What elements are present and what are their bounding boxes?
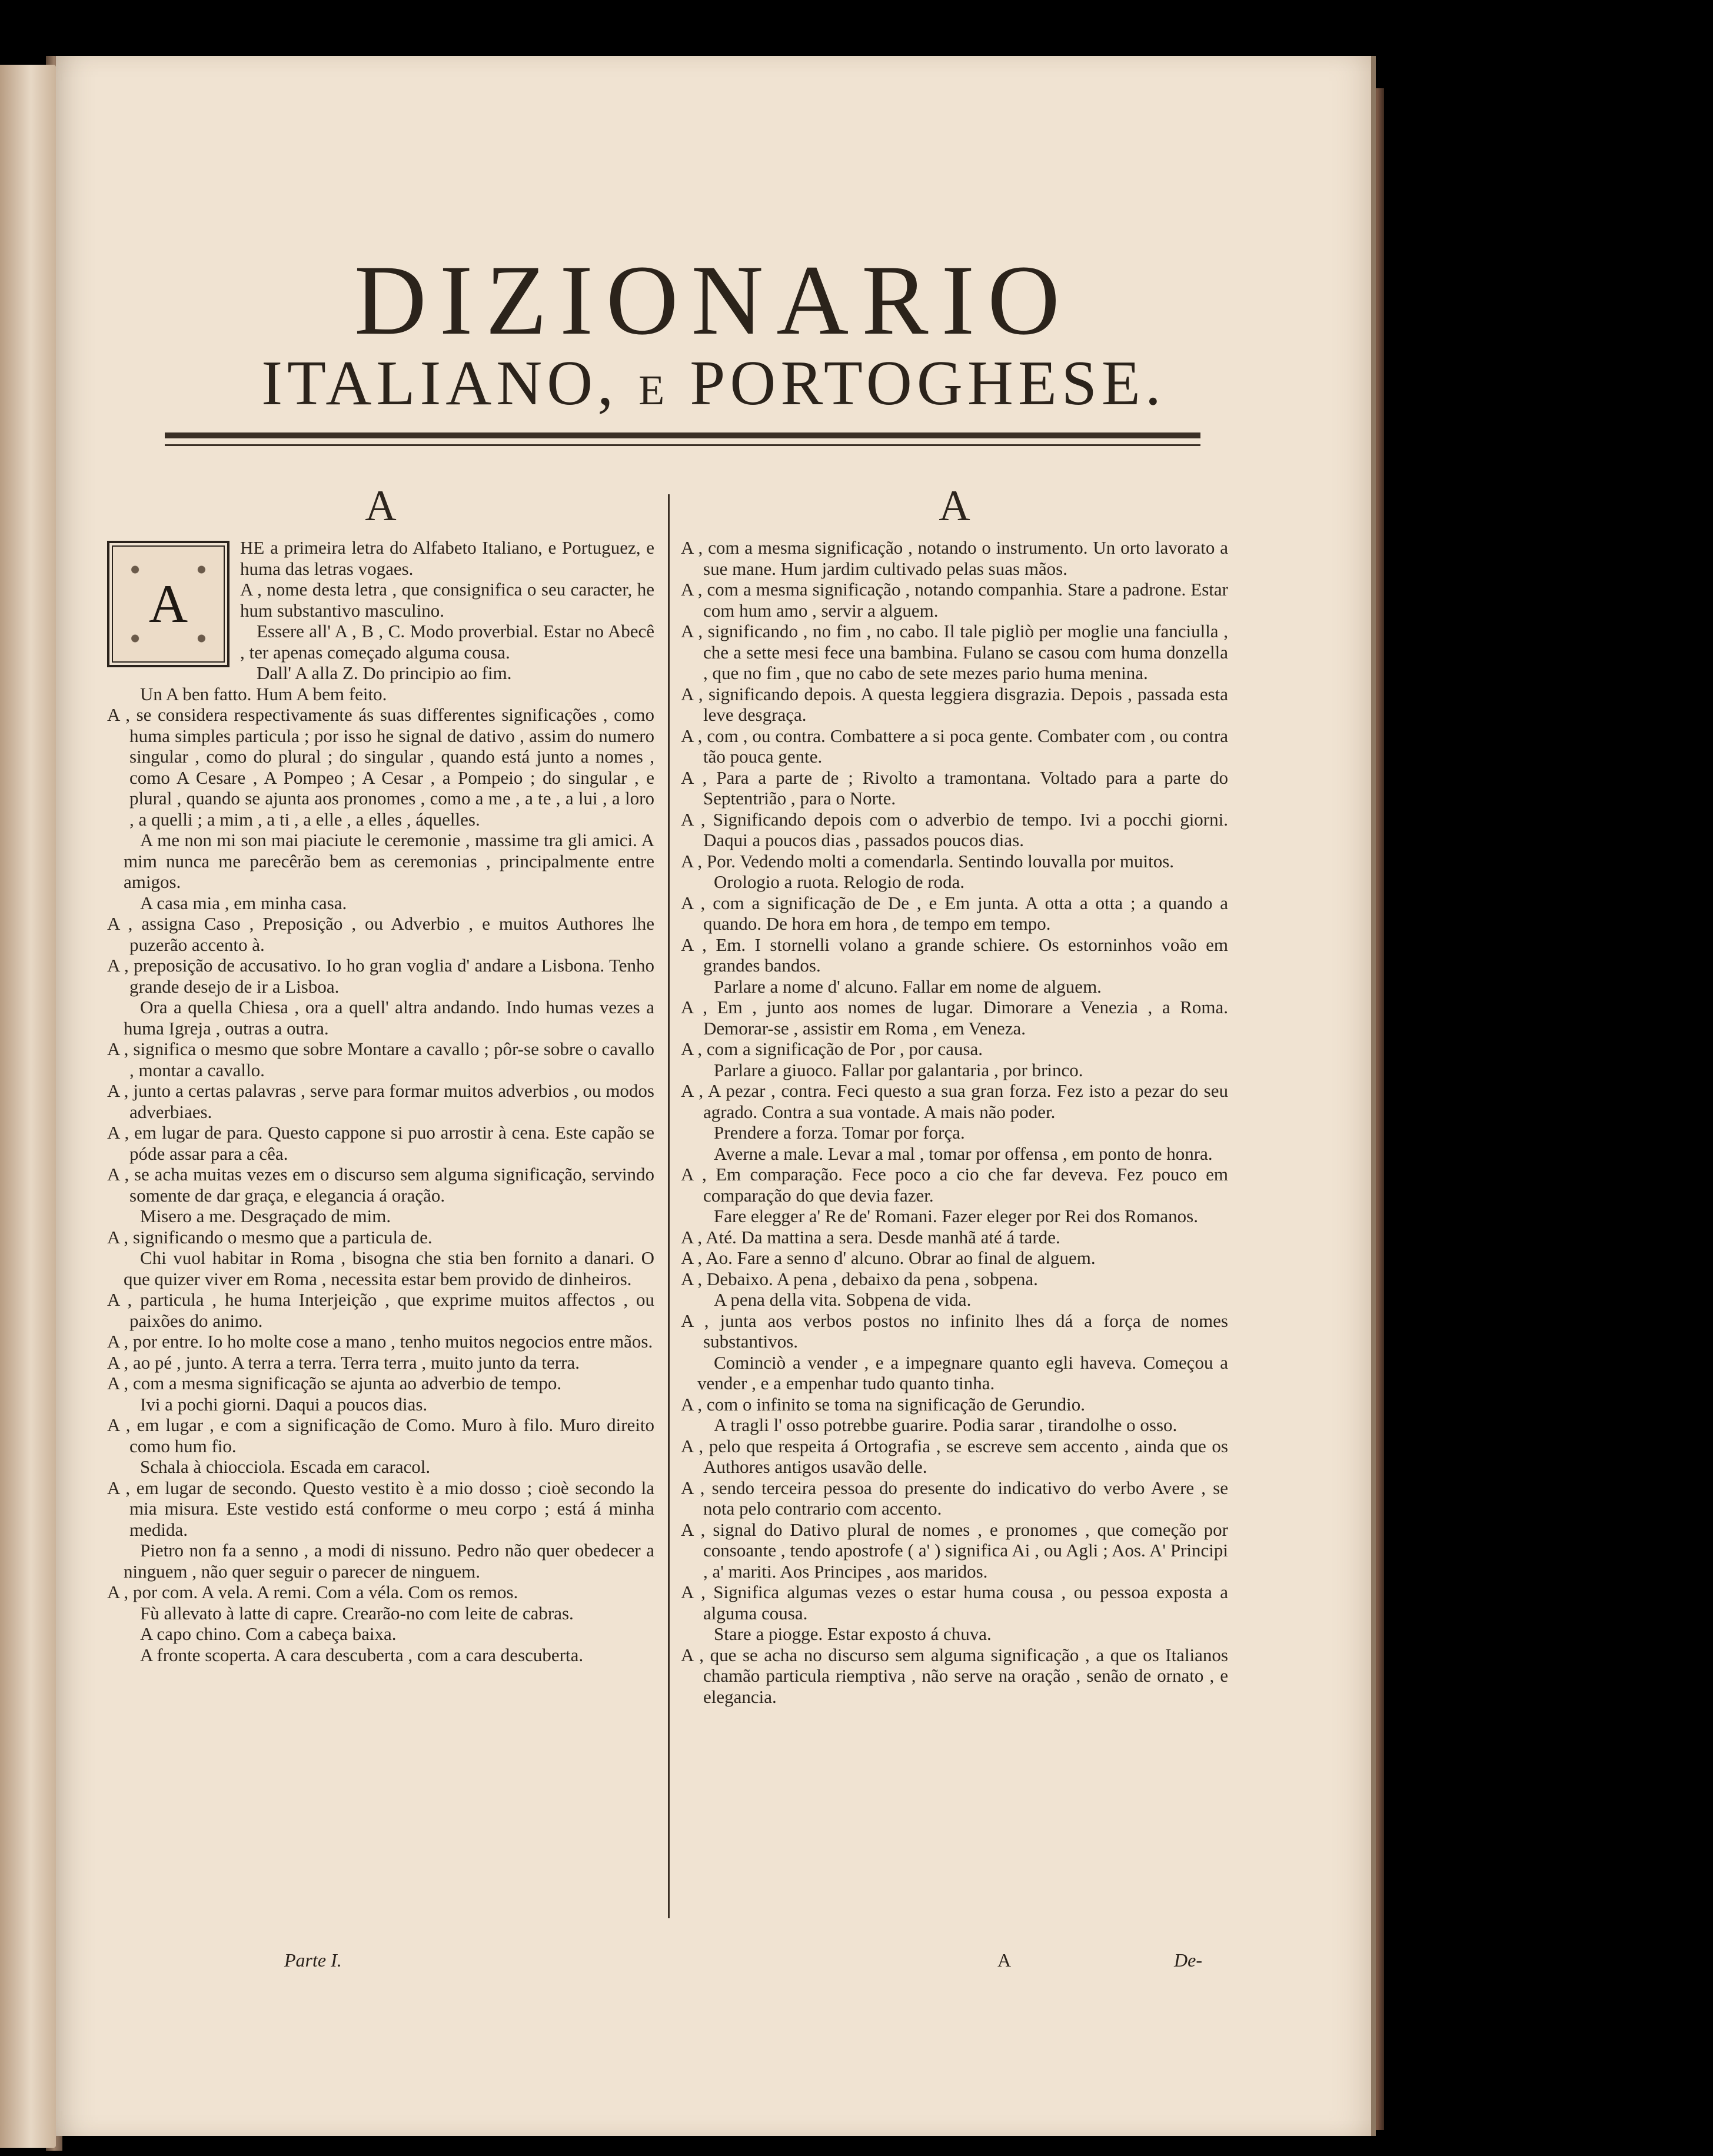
dictionary-entry: A , com a mesma significação , notando companhia. Stare a padrone. Estar com hum amo , servir a alguem.: [681, 579, 1228, 621]
dictionary-entry: Prendere a forza. Tomar por força.: [714, 1122, 965, 1143]
dictionary-entry: A fronte scoperta. A cara descuberta , com a cara descuberta.: [140, 1644, 584, 1665]
footer-signature-mark: A: [997, 1949, 1012, 1971]
dictionary-entry: A , com a significação de Por , por causa.: [681, 1039, 983, 1059]
dictionary-entry: A , assigna Caso , Preposição , ou Adverbio , e muitos Authores lhe puzerão accento à.: [107, 913, 654, 955]
dictionary-entry: A , com a significação de De , e Em junta. A otta a otta ; a quando a quando. De hora em hora , de tempo em tempo.: [681, 892, 1228, 934]
dictionary-entry: A , pelo que respeita á Ortografia , se escreve sem accento , ainda que os Authores antigos usavão delle.: [681, 1435, 1228, 1477]
dictionary-entry: Dall' A alla Z. Do principio ao fim.: [257, 663, 512, 683]
left-column-heading: A: [365, 482, 397, 530]
column-divider: [668, 494, 670, 1918]
dictionary-entry: A , se considera respectivamente ás suas differentes significações , como huma simples particula ; por isso he signal de dativo , assim do numero singular , como do plural ; do singular , quando está junto a nomes , como A Cesare , A Pompeo ; A Cesar , a Pompeio ; do singular , e plural , quando se ajunta aos pronomes , como a me , a te , a lui , a loro , a quelli ; a mim , a ti , a elle , a elles , áquelles.: [107, 704, 654, 830]
dictionary-entry: A , Em , junto aos nomes de lugar. Dimorare a Venezia , a Roma. Demorar-se , assistir em Roma , em Veneza.: [681, 997, 1228, 1039]
dictionary-entry: A , signal do Dativo plural de nomes , e pronomes , que começão por consoante , tendo apostrofe ( a' ) significa Ai , ou Agli ; Aos. A' Principi , a' mariti. Aos Principes , aos maridos.: [681, 1519, 1228, 1582]
dictionary-entry: A , A pezar , contra. Feci questo a sua gran forza. Fez isto a pezar do seu agrado. Contra a sua vontade. A mais não poder.: [681, 1080, 1228, 1122]
dictionary-entry: Fare elegger a' Re de' Romani. Fazer eleger por Rei dos Romanos.: [714, 1206, 1198, 1226]
dictionary-entry: A , particula , he huma Interjeição , que exprime muitos affectos , ou paixões do animo.: [107, 1289, 654, 1331]
dictionary-entry: A , significando , no fim , no cabo. Il tale pigliò per moglie una fanciulla , che a sette mesi fece una bambina. Fulano se casou com huma donzella , que no fim , que no cabo de sete mezes pario huma menina.: [681, 621, 1228, 683]
ornamental-initial-frame: [112, 545, 225, 663]
left-column: [107, 480, 654, 1665]
dictionary-entry: A me non mi son mai piaciute le ceremonie , massime tra gli amici. A mim nunca me parecêrão bem as ceremonias , principalmente entre amigos.: [124, 830, 654, 892]
dictionary-entry: A casa mia , em minha casa.: [140, 892, 347, 913]
dictionary-entry: A , nome desta letra , que consignifica o seu caracter, he hum substantivo masculino.: [240, 579, 654, 621]
dictionary-entry: A , por com. A vela. A remi. Com a véla. Com os remos.: [107, 1582, 518, 1602]
dictionary-entry: Misero a me. Desgraçado de mim.: [140, 1206, 391, 1226]
dictionary-entry: Schala à chiocciola. Escada em caracol.: [140, 1456, 431, 1477]
dictionary-entry: A capo chino. Com a cabeça baixa.: [140, 1623, 397, 1644]
right-entries: [681, 537, 1228, 1707]
dictionary-entry: A , Para a parte de ; Rivolto a tramontana. Voltado para a parte do Septentrião , para o Norte.: [681, 767, 1228, 808]
dictionary-entry: A pena della vita. Sobpena de vida.: [714, 1289, 972, 1310]
title-dizionario: DIZIONARIO: [354, 245, 1073, 355]
dictionary-entry: Un A ben fatto. Hum A bem feito.: [140, 683, 387, 704]
ornamental-initial-letter: A: [148, 573, 188, 634]
dictionary-entry: A , Por. Vedendo molti a comendarla. Sentindo louvalla por muitos.: [681, 850, 1175, 871]
dictionary-entry: A , Debaixo. A pena , debaixo da pena , sobpena.: [681, 1268, 1038, 1289]
right-column: [681, 480, 1228, 1707]
right-column-heading: A: [939, 482, 970, 530]
dictionary-entry: Orologio a ruota. Relogio de roda.: [714, 871, 965, 892]
dictionary-entry: Averne a male. Levar a mal , tomar por offensa , em ponto de honra.: [714, 1143, 1213, 1164]
dictionary-entry: A , com o infinito se toma na significação de Gerundio.: [681, 1393, 1085, 1415]
dictionary-entry: A , em lugar , e com a significação de Como. Muro à filo. Muro direito como hum fio.: [107, 1415, 654, 1456]
dictionary-entry: A , Até. Da mattina a sera. Desde manhã até á tarde.: [681, 1226, 1060, 1247]
dictionary-entry: A , em lugar de secondo. Questo vestito è a mio dosso ; cioè secondo la mia misura. Este vestido está conforme o meu corpo ; está á minha medida.: [107, 1477, 654, 1540]
ornamental-initial: [107, 541, 229, 667]
header-rule-thick: [165, 432, 1200, 438]
footer-part-label: Parte I.: [284, 1949, 342, 1971]
dictionary-entry: A , significando depois. A questa leggiera disgrazia. Depois , passada esta leve desgraça.: [681, 683, 1228, 725]
dictionary-entry: Ivi a pochi giorni. Daqui a poucos dias.: [140, 1393, 428, 1415]
title-portoghese: PORTOGHESE.: [690, 348, 1166, 418]
dictionary-entry: A , Ao. Fare a senno d' alcuno. Obrar ao final de alguem.: [681, 1247, 1096, 1268]
dictionary-entry: A , Significa algumas vezes o estar huma cousa , ou pessoa exposta a alguma cousa.: [681, 1582, 1228, 1623]
left-page-edge: [0, 65, 56, 2148]
dictionary-entry: Parlare a giuoco. Fallar por galantaria , por brinco.: [714, 1059, 1083, 1080]
title-subtitle: [56, 347, 1371, 420]
dictionary-entry: A , se acha muitas vezes em o discurso sem alguma significação, servindo somente de dar graça, e elegancia á oração.: [107, 1164, 654, 1206]
dictionary-entry: Essere all' A , B , C. Modo proverbial. Estar no Abecê , ter apenas começado alguma cousa.: [240, 621, 654, 663]
dictionary-entry: Chi vuol habitar in Roma , bisogna che stia ben fornito a danari. O que quizer viver em Roma , necessita estar bem provido de dinheiros.: [124, 1247, 654, 1289]
dictionary-entry: A , que se acha no discurso sem alguma significação , a que os Italianos chamão particula riemptiva , não serve na oração , senão de ornato , e elegancia.: [681, 1644, 1228, 1707]
left-entries: [107, 537, 654, 1665]
dictionary-entry: A , Em comparação. Fece poco a cio che far deveva. Fez pouco em comparação do que devia fazer.: [681, 1164, 1228, 1206]
dictionary-entry: A , significando o mesmo que a particula de.: [107, 1226, 433, 1247]
right-page: [56, 56, 1376, 2136]
dictionary-entry: Parlare a nome d' alcuno. Fallar em nome de alguem.: [714, 976, 1102, 997]
dictionary-entry: A , Significando depois com o adverbio de tempo. Ivi a pocchi giorni. Daqui a poucos dias , passados poucos dias.: [681, 808, 1228, 850]
title-italiano: ITALIANO,: [261, 348, 618, 418]
dictionary-entry: Ora a quella Chiesa , ora a quell' altra andando. Indo humas vezes a huma Igreja , outras a outra.: [124, 997, 654, 1039]
dictionary-entry: A , junta aos verbos postos no infinito lhes dá a força de nomes substantivos.: [681, 1310, 1228, 1352]
title-conjunction: E: [638, 367, 670, 414]
dictionary-entry: Cominciò a vender , e a impegnare quanto egli haveva. Começou a vender , e a empenhar tudo quanto tinha.: [697, 1352, 1228, 1393]
dictionary-entry: A , ao pé , junto. A terra a terra. Terra terra , muito junto da terra.: [107, 1352, 580, 1373]
header-rule-thin: [165, 444, 1200, 446]
dictionary-entry: HE a primeira letra do Alfabeto Italiano, e Portuguez, e huma das letras vogaes.: [240, 537, 654, 579]
dictionary-entry: A tragli l' osso potrebbe guarire. Podia sarar , tirandolhe o osso.: [714, 1415, 1178, 1435]
dictionary-entry: Pietro non fa a senno , a modi di nissuno. Pedro não quer obedecer a ninguem , não quer seguir o parecer de ninguem.: [124, 1540, 654, 1582]
dictionary-entry: A , significa o mesmo que sobre Montare a cavallo ; pôr-se sobre o cavallo , montar a cavallo.: [107, 1039, 654, 1080]
dictionary-entry: A , sendo terceira pessoa do presente do indicativo do verbo Avere , se nota pelo contrario com accento.: [681, 1477, 1228, 1519]
dictionary-entry: A , preposição de accusativo. Io ho gran voglia d' andare a Lisbona. Tenho grande desejo de ir a Lisboa.: [107, 955, 654, 997]
footer-catchword: De-: [1174, 1949, 1202, 1971]
dictionary-entry: A , com a mesma significação se ajunta ao adverbio de tempo.: [107, 1373, 562, 1393]
dictionary-entry: Stare a piogge. Estar exposto á chuva.: [714, 1623, 992, 1644]
dictionary-entry: A , Em. I stornelli volano a grande schiere. Os estorninhos voão em grandes bandos.: [681, 934, 1228, 976]
dictionary-entry: A , em lugar de para. Questo cappone si puo arrostir à cena. Este capão se póde assar para a cêa.: [107, 1122, 654, 1164]
dictionary-entry: A , junto a certas palavras , serve para formar muitos adverbios , ou modos adverbiaes.: [107, 1080, 654, 1122]
dictionary-entry: A , com a mesma significação , notando o instrumento. Un orto lavorato a sue mane. Hum jardim cultivado pelas suas mãos.: [681, 537, 1228, 579]
dictionary-entry: A , com , ou contra. Combattere a si poca gente. Combater com , ou contra tão pouca gente.: [681, 725, 1228, 767]
dictionary-entry: A , por entre. Io ho molte cose a mano , tenho muitos negocios entre mãos.: [107, 1331, 653, 1352]
dictionary-entry: Fù allevato à latte di capre. Crearão-no com leite de cabras.: [140, 1602, 574, 1623]
